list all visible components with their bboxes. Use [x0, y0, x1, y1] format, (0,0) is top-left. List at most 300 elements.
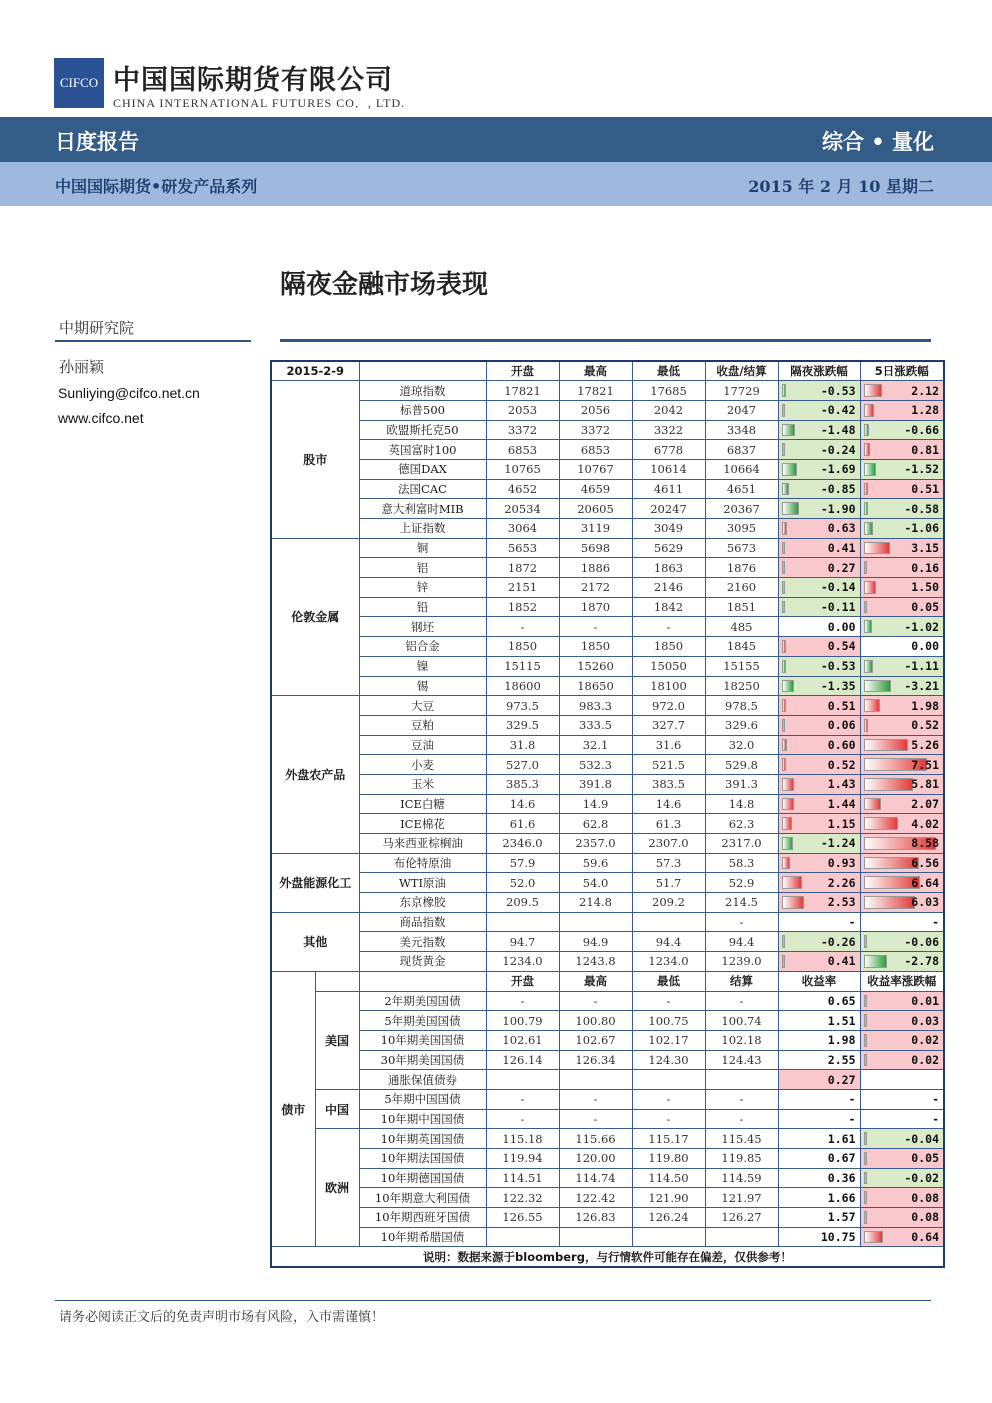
bond-yield-change-value: -0.04	[904, 1131, 939, 1146]
cell-high: 532.3	[559, 755, 632, 775]
five-day-change-bar	[864, 424, 870, 437]
bond-cell-high: 126.34	[559, 1050, 632, 1070]
table-row	[271, 479, 944, 499]
cell-low: 17685	[632, 381, 705, 401]
cifco-logo-mark: CIFCO	[54, 58, 104, 108]
column-header: 最高	[559, 361, 632, 381]
cell-open: 52.0	[486, 873, 559, 893]
bond-yield-change	[860, 991, 944, 1011]
five-day-change-value: 5.26	[911, 737, 939, 752]
table-row	[271, 420, 944, 440]
cell-open: 5653	[486, 538, 559, 558]
bond-row	[271, 1109, 944, 1129]
instrument-name: WTI原油	[359, 873, 486, 893]
overnight-change	[778, 597, 860, 617]
cell-open: 17821	[486, 381, 559, 401]
bond-yield: -	[778, 1089, 860, 1109]
cell-high: -	[559, 617, 632, 637]
bond-name: 5年期美国国债	[359, 1011, 486, 1031]
cell-low: 5629	[632, 538, 705, 558]
five-day-change-bar	[864, 719, 868, 732]
table-row	[271, 440, 944, 460]
cell-close: 20367	[705, 499, 778, 519]
table-row	[271, 932, 944, 952]
five-day-change	[860, 381, 944, 401]
company-name-en: CHINA INTERNATIONAL FUTURES CO．, LTD.	[113, 96, 406, 110]
cell-low: 1850	[632, 637, 705, 657]
bond-cell-open: 119.94	[486, 1149, 559, 1169]
instrument-name: 商品指数	[359, 912, 486, 932]
five-day-change-bar	[864, 680, 891, 693]
bond-cell-low	[632, 1070, 705, 1090]
overnight-change	[778, 617, 860, 637]
overnight-change-value: -1.90	[820, 501, 856, 516]
bond-cell-high	[559, 1227, 632, 1247]
five-day-change-bar	[864, 542, 891, 555]
five-day-change-value: -0.66	[904, 422, 939, 437]
column-header: 隔夜涨跌幅	[778, 361, 860, 381]
cell-high: 333.5	[559, 715, 632, 735]
bond-cell-open: 115.18	[486, 1129, 559, 1149]
bond-cell-low: 115.17	[632, 1129, 705, 1149]
company-website[interactable]: www.cifco.net	[58, 410, 144, 426]
cell-close: 52.9	[705, 873, 778, 893]
overnight-change-value: -1.35	[820, 678, 856, 693]
bond-yield-change	[860, 1168, 944, 1188]
bond-yield-change-bar	[864, 1172, 867, 1185]
bond-yield: 1.51	[778, 1011, 860, 1031]
bond-cell-low: -	[632, 991, 705, 1011]
bond-cell-high: 115.66	[559, 1129, 632, 1149]
bond-cell-close: 124.43	[705, 1050, 778, 1070]
research-institute: 中期研究院	[59, 319, 135, 337]
cell-close: 17729	[705, 381, 778, 401]
bond-cell-high: 100.80	[559, 1011, 632, 1031]
bond-yield-change-bar	[864, 1152, 867, 1165]
five-day-change-value: 0.81	[911, 442, 939, 457]
overnight-change	[778, 715, 860, 735]
five-day-change-value: -	[932, 915, 939, 930]
bond-yield: 0.65	[778, 991, 860, 1011]
five-day-change	[860, 499, 944, 519]
product-series: 中国国际期货•研发产品系列	[55, 177, 258, 196]
cell-close: 62.3	[705, 814, 778, 834]
bond-yield-change	[860, 1050, 944, 1070]
overnight-change-value: -0.14	[820, 580, 856, 595]
cell-high: 3119	[559, 519, 632, 539]
bond-yield-change-value: -	[932, 1111, 939, 1126]
cell-high: 983.3	[559, 696, 632, 716]
table-row	[271, 834, 944, 854]
cell-open: 14.6	[486, 794, 559, 814]
five-day-change-bar	[864, 443, 871, 456]
bond-cell-open: 126.14	[486, 1050, 559, 1070]
group-label: 外盘能源化工	[271, 853, 359, 912]
report-subheader-band	[0, 162, 992, 206]
cell-low: 2307.0	[632, 834, 705, 854]
five-day-change-bar	[864, 404, 875, 417]
five-day-change-bar	[864, 955, 888, 968]
five-day-change-value: -1.02	[904, 619, 939, 634]
bond-cell-high: 122.42	[559, 1188, 632, 1208]
bond-yield-change	[860, 1030, 944, 1050]
cell-low: 61.3	[632, 814, 705, 834]
bond-yield-change-bar	[864, 1034, 867, 1047]
cell-open: 31.8	[486, 735, 559, 755]
cell-close: 2160	[705, 578, 778, 598]
five-day-change	[860, 774, 944, 794]
cell-low: 31.6	[632, 735, 705, 755]
overnight-change	[778, 893, 860, 913]
five-day-change	[860, 912, 944, 932]
five-day-change-value: 1.28	[911, 403, 939, 418]
overnight-change	[778, 873, 860, 893]
five-day-change	[860, 873, 944, 893]
bond-yield-change	[860, 1208, 944, 1228]
table-row	[271, 893, 944, 913]
cell-close: 14.8	[705, 794, 778, 814]
cell-low: 6778	[632, 440, 705, 460]
region-label: 中国	[315, 1089, 359, 1128]
bond-cell-low: 102.17	[632, 1030, 705, 1050]
cell-low: 3322	[632, 420, 705, 440]
bond-yield: 1.66	[778, 1188, 860, 1208]
bond-yield-change-bar	[864, 1054, 867, 1067]
overnight-change-value: -0.11	[820, 600, 856, 615]
instrument-name: 意大利富时MIB	[359, 499, 486, 519]
cell-low: 521.5	[632, 755, 705, 775]
five-day-change	[860, 459, 944, 479]
cell-low: 20247	[632, 499, 705, 519]
cell-open: 385.3	[486, 774, 559, 794]
bond-cell-close	[705, 1227, 778, 1247]
instrument-name: 现货黄金	[359, 952, 486, 972]
instrument-name: 小麦	[359, 755, 486, 775]
five-day-change	[860, 479, 944, 499]
overnight-change	[778, 912, 860, 932]
cell-close: 1876	[705, 558, 778, 578]
bond-name: 10年期法国国债	[359, 1149, 486, 1169]
bond-yield-change-value: -0.02	[904, 1171, 939, 1186]
header-spacer	[315, 971, 359, 991]
overnight-change-bar	[782, 581, 785, 594]
bond-cell-high: -	[559, 991, 632, 1011]
table-row	[271, 578, 944, 598]
overnight-change	[778, 479, 860, 499]
five-day-change-bar	[864, 601, 867, 614]
bond-cell-open: 122.32	[486, 1188, 559, 1208]
cell-close: 10664	[705, 459, 778, 479]
bond-cell-low: 114.50	[632, 1168, 705, 1188]
cell-high: 1850	[559, 637, 632, 657]
bond-cell-high: 114.74	[559, 1168, 632, 1188]
cell-open: 57.9	[486, 853, 559, 873]
bond-yield-change-value: 0.02	[911, 1033, 939, 1048]
five-day-change-bar	[864, 581, 877, 594]
bond-name: 2年期美国国债	[359, 991, 486, 1011]
bond-row	[271, 1089, 944, 1109]
bond-cell-low: 119.80	[632, 1149, 705, 1169]
cell-low: 2042	[632, 400, 705, 420]
five-day-change-bar	[864, 817, 898, 830]
bond-yield-change	[860, 1011, 944, 1031]
bond-yield: 1.61	[778, 1129, 860, 1149]
overnight-change	[778, 420, 860, 440]
cell-close: 1851	[705, 597, 778, 617]
cell-open: 3064	[486, 519, 559, 539]
five-day-change-value: -3.21	[904, 678, 939, 693]
bond-row	[271, 1168, 944, 1188]
five-day-change	[860, 538, 944, 558]
bond-cell-low: 121.90	[632, 1188, 705, 1208]
overnight-change-bar	[782, 758, 787, 771]
instrument-name: 德国DAX	[359, 459, 486, 479]
bond-yield: 0.36	[778, 1168, 860, 1188]
bond-cell-close: 102.18	[705, 1030, 778, 1050]
five-day-change-value: 0.51	[911, 481, 939, 496]
author-email[interactable]: Sunliying@cifco.net.cn	[58, 385, 200, 401]
overnight-change-value: -0.85	[820, 481, 856, 496]
column-header: 开盘	[486, 361, 559, 381]
overnight-change-bar	[782, 542, 786, 555]
cell-high: 14.9	[559, 794, 632, 814]
bond-yield-change-bar	[864, 1211, 867, 1224]
cell-close: 4651	[705, 479, 778, 499]
cell-open: 1872	[486, 558, 559, 578]
bond-column-header: 收益率	[778, 971, 860, 991]
bond-name: 10年期西班牙国债	[359, 1208, 486, 1228]
instrument-name: 东京橡胶	[359, 893, 486, 913]
table-row	[271, 873, 944, 893]
five-day-change-bar	[864, 699, 881, 712]
overnight-change	[778, 774, 860, 794]
bond-yield-change-value: 0.05	[911, 1151, 939, 1166]
overnight-change-bar	[782, 739, 787, 752]
cell-close: 15155	[705, 656, 778, 676]
bond-name: 10年期中国国债	[359, 1109, 486, 1129]
overnight-change-value: 0.52	[827, 757, 856, 772]
overnight-change	[778, 952, 860, 972]
cell-high: 2056	[559, 400, 632, 420]
table-row	[271, 519, 944, 539]
five-day-change	[860, 400, 944, 420]
bond-yield-change-bar	[864, 995, 867, 1008]
cell-open: 1234.0	[486, 952, 559, 972]
table-header-row	[271, 361, 944, 381]
overnight-change-value: -1.48	[820, 422, 856, 437]
overnight-change	[778, 440, 860, 460]
instrument-name: 铜	[359, 538, 486, 558]
bond-yield-change-value: 0.08	[911, 1190, 939, 1205]
bond-cell-close: 114.59	[705, 1168, 778, 1188]
five-day-change-value: 0.52	[911, 718, 939, 733]
overnight-change	[778, 755, 860, 775]
instrument-name: 美元指数	[359, 932, 486, 952]
bond-header-row	[271, 971, 944, 991]
bond-cell-high: 126.83	[559, 1208, 632, 1228]
five-day-change-value: 2.12	[911, 383, 939, 398]
cell-high: 1870	[559, 597, 632, 617]
cell-close: 2317.0	[705, 834, 778, 854]
bond-cell-open: 100.79	[486, 1011, 559, 1031]
note-row	[271, 1247, 944, 1267]
instrument-name: 欧盟斯托克50	[359, 420, 486, 440]
overnight-change-bar	[782, 601, 785, 614]
five-day-change-value: 8.58	[911, 836, 939, 851]
cell-high: 32.1	[559, 735, 632, 755]
overnight-change-bar	[782, 483, 790, 496]
overnight-change-value: 2.53	[827, 895, 856, 910]
instrument-name: 豆油	[359, 735, 486, 755]
five-day-change-value: 7.51	[911, 757, 939, 772]
bond-yield-change-value: 0.08	[911, 1210, 939, 1225]
bond-row	[271, 1208, 944, 1228]
bond-row	[271, 1030, 944, 1050]
cell-high: 2172	[559, 578, 632, 598]
bond-cell-low: 100.75	[632, 1011, 705, 1031]
instrument-name: 铅	[359, 597, 486, 617]
cell-open: 329.5	[486, 715, 559, 735]
five-day-change-bar	[864, 798, 882, 811]
cell-high: 54.0	[559, 873, 632, 893]
cell-close: 32.0	[705, 735, 778, 755]
bond-yield-change-value: 0.01	[911, 993, 939, 1008]
five-day-change-value: -1.52	[904, 462, 939, 477]
table-row	[271, 853, 944, 873]
cell-high: 391.8	[559, 774, 632, 794]
overnight-change-bar	[782, 522, 788, 535]
overnight-change-value: 1.43	[827, 777, 856, 792]
overnight-change-value: -0.53	[820, 383, 856, 398]
overnight-change	[778, 381, 860, 401]
instrument-name: 上证指数	[359, 519, 486, 539]
table-row	[271, 617, 944, 637]
overnight-change-value: 0.51	[827, 698, 856, 713]
bond-cell-low: 126.24	[632, 1208, 705, 1228]
instrument-name: 马来西亚棕榈油	[359, 834, 486, 854]
table-row	[271, 794, 944, 814]
cell-high: 214.8	[559, 893, 632, 913]
five-day-change	[860, 952, 944, 972]
bond-yield-change-value: 0.03	[911, 1013, 939, 1028]
bond-name: 5年期中国国债	[359, 1089, 486, 1109]
overnight-change-bar	[782, 896, 805, 909]
five-day-change	[860, 834, 944, 854]
cell-high: 2357.0	[559, 834, 632, 854]
five-day-change	[860, 558, 944, 578]
cell-low: 1234.0	[632, 952, 705, 972]
overnight-change	[778, 814, 860, 834]
overnight-change-value: 0.93	[827, 856, 856, 871]
five-day-change-value: 1.50	[911, 580, 939, 595]
report-date: 2015 年 2 月 10 星期二	[748, 177, 934, 196]
cell-open: 6853	[486, 440, 559, 460]
bond-cell-open	[486, 1227, 559, 1247]
column-header: 收盘/结算	[705, 361, 778, 381]
bond-yield-change	[860, 1188, 944, 1208]
five-day-change-value: 0.00	[911, 639, 939, 654]
overnight-change-bar	[782, 680, 794, 693]
cell-low: 1842	[632, 597, 705, 617]
bond-cell-open: 102.61	[486, 1030, 559, 1050]
overnight-change-value: -0.53	[820, 659, 856, 674]
cell-low: 57.3	[632, 853, 705, 873]
sidebar-divider	[55, 340, 251, 342]
bond-yield-change	[860, 1109, 944, 1129]
bond-name: 30年期美国国债	[359, 1050, 486, 1070]
instrument-name: 铝合金	[359, 637, 486, 657]
five-day-change	[860, 794, 944, 814]
overnight-change-value: 0.27	[827, 560, 856, 575]
cell-close: 3348	[705, 420, 778, 440]
cell-open: 61.6	[486, 814, 559, 834]
group-label: 外盘农产品	[271, 696, 359, 854]
cell-high: 94.9	[559, 932, 632, 952]
instrument-name: 玉米	[359, 774, 486, 794]
author-name: 孙丽颖	[59, 358, 105, 376]
overnight-change-bar	[782, 443, 785, 456]
bond-cell-high	[559, 1070, 632, 1090]
instrument-name: 锡	[359, 676, 486, 696]
five-day-change-bar	[864, 522, 873, 535]
cell-low: 94.4	[632, 932, 705, 952]
cell-open: -	[486, 617, 559, 637]
bond-row	[271, 1129, 944, 1149]
overnight-change	[778, 538, 860, 558]
five-day-change-value: 6.03	[911, 895, 939, 910]
group-label: 伦敦金属	[271, 538, 359, 696]
instrument-name: 镍	[359, 656, 486, 676]
five-day-change-bar	[864, 620, 873, 633]
five-day-change-bar	[864, 384, 882, 397]
cell-open: 20534	[486, 499, 559, 519]
five-day-change	[860, 814, 944, 834]
bond-cell-open: -	[486, 1109, 559, 1129]
bond-cell-close: 121.97	[705, 1188, 778, 1208]
overnight-change-bar	[782, 837, 793, 850]
bond-yield: 2.55	[778, 1050, 860, 1070]
overnight-change-value: 2.26	[827, 875, 856, 890]
table-row	[271, 952, 944, 972]
bond-yield-change-value: 0.02	[911, 1052, 939, 1067]
region-label: 欧洲	[315, 1129, 359, 1247]
bond-row	[271, 1050, 944, 1070]
market-table	[270, 360, 945, 1268]
overnight-change-bar	[782, 463, 797, 476]
cell-close: 485	[705, 617, 778, 637]
bond-yield-change	[860, 1089, 944, 1109]
five-day-change-value: -1.06	[904, 521, 939, 536]
cell-low: 1863	[632, 558, 705, 578]
cell-close: 391.3	[705, 774, 778, 794]
five-day-change-value: -0.58	[904, 501, 939, 516]
bond-yield-change	[860, 1149, 944, 1169]
overnight-change	[778, 459, 860, 479]
overnight-change-value: -0.42	[820, 403, 856, 418]
bond-yield: 1.98	[778, 1030, 860, 1050]
bond-row	[271, 1011, 944, 1031]
cell-close: 1845	[705, 637, 778, 657]
table-row	[271, 558, 944, 578]
overnight-change-bar	[782, 424, 795, 437]
cell-open: 15115	[486, 656, 559, 676]
five-day-change-value: 6.64	[911, 875, 939, 890]
five-day-change-value: -2.78	[904, 954, 939, 969]
table-row	[271, 381, 944, 401]
overnight-change	[778, 400, 860, 420]
title-divider	[280, 339, 931, 342]
cell-high: 4659	[559, 479, 632, 499]
